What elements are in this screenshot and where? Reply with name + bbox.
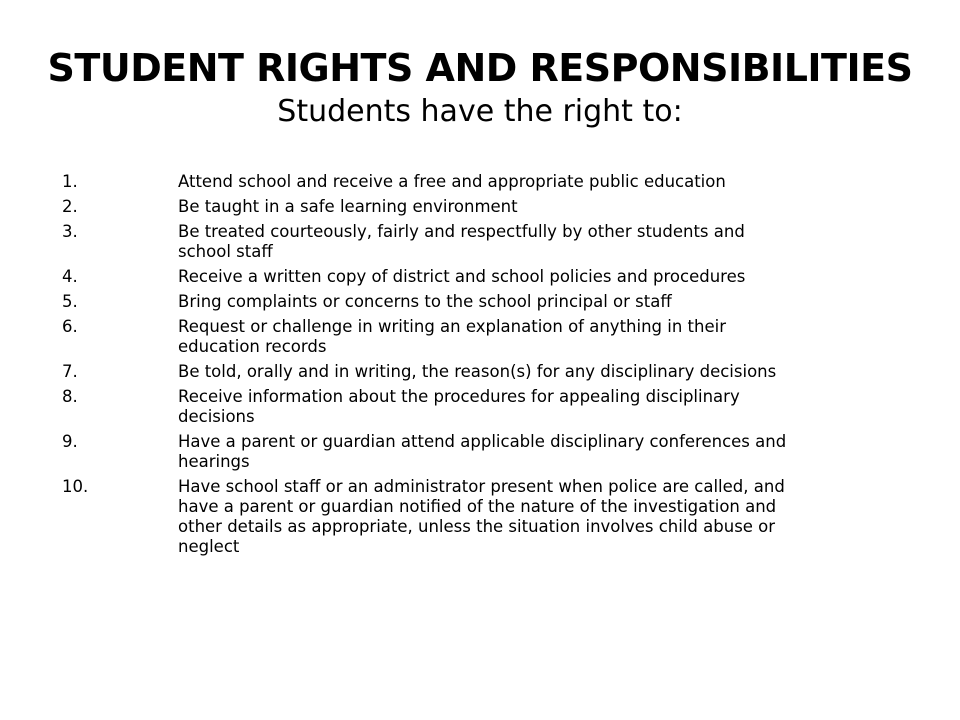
right-number: 7.	[62, 362, 78, 381]
right-text: Have a parent or guardian attend applicable disciplinary conferences and hearings	[178, 432, 787, 471]
rights-list	[62, 172, 802, 562]
right-item-5	[62, 292, 802, 312]
right-text: Have school staff or an administrator present when police are called, and have a parent or guardian notified of the nature of the investigation and other details as appropriate, unless the situation involves child abuse or neglect	[178, 477, 785, 556]
right-text: Be treated courteously, fairly and respectfully by other students and school staff	[178, 222, 745, 261]
right-item-2	[62, 197, 802, 217]
right-text: Be told, orally and in writing, the reason(s) for any disciplinary decisions	[178, 362, 777, 381]
right-item-9	[62, 432, 802, 472]
right-number: 3.	[62, 222, 78, 241]
right-number: 8.	[62, 387, 78, 406]
right-number: 9.	[62, 432, 78, 451]
right-item-8	[62, 387, 802, 427]
right-number: 1.	[62, 172, 78, 191]
right-text: Attend school and receive a free and appropriate public education	[178, 172, 726, 191]
right-number: 6.	[62, 317, 78, 336]
slide-subtitle: Students have the right to:	[277, 94, 683, 129]
right-number: 5.	[62, 292, 78, 311]
right-text: Be taught in a safe learning environment	[178, 197, 518, 216]
right-text: Request or challenge in writing an explanation of anything in their education records	[178, 317, 726, 356]
right-item-3	[62, 222, 802, 262]
right-item-10	[62, 477, 802, 557]
right-number: 4.	[62, 267, 78, 286]
right-item-6	[62, 317, 802, 357]
right-number: 10.	[62, 477, 89, 496]
right-item-7	[62, 362, 802, 382]
right-item-1	[62, 172, 802, 192]
title-block	[40, 44, 920, 132]
right-text: Bring complaints or concerns to the school principal or staff	[178, 292, 672, 311]
slide-title: STUDENT RIGHTS AND RESPONSIBILITIES	[47, 46, 913, 90]
right-text: Receive information about the procedures for appealing disciplinary decisions	[178, 387, 740, 426]
right-number: 2.	[62, 197, 78, 216]
right-item-4	[62, 267, 802, 287]
right-text: Receive a written copy of district and school policies and procedures	[178, 267, 746, 286]
